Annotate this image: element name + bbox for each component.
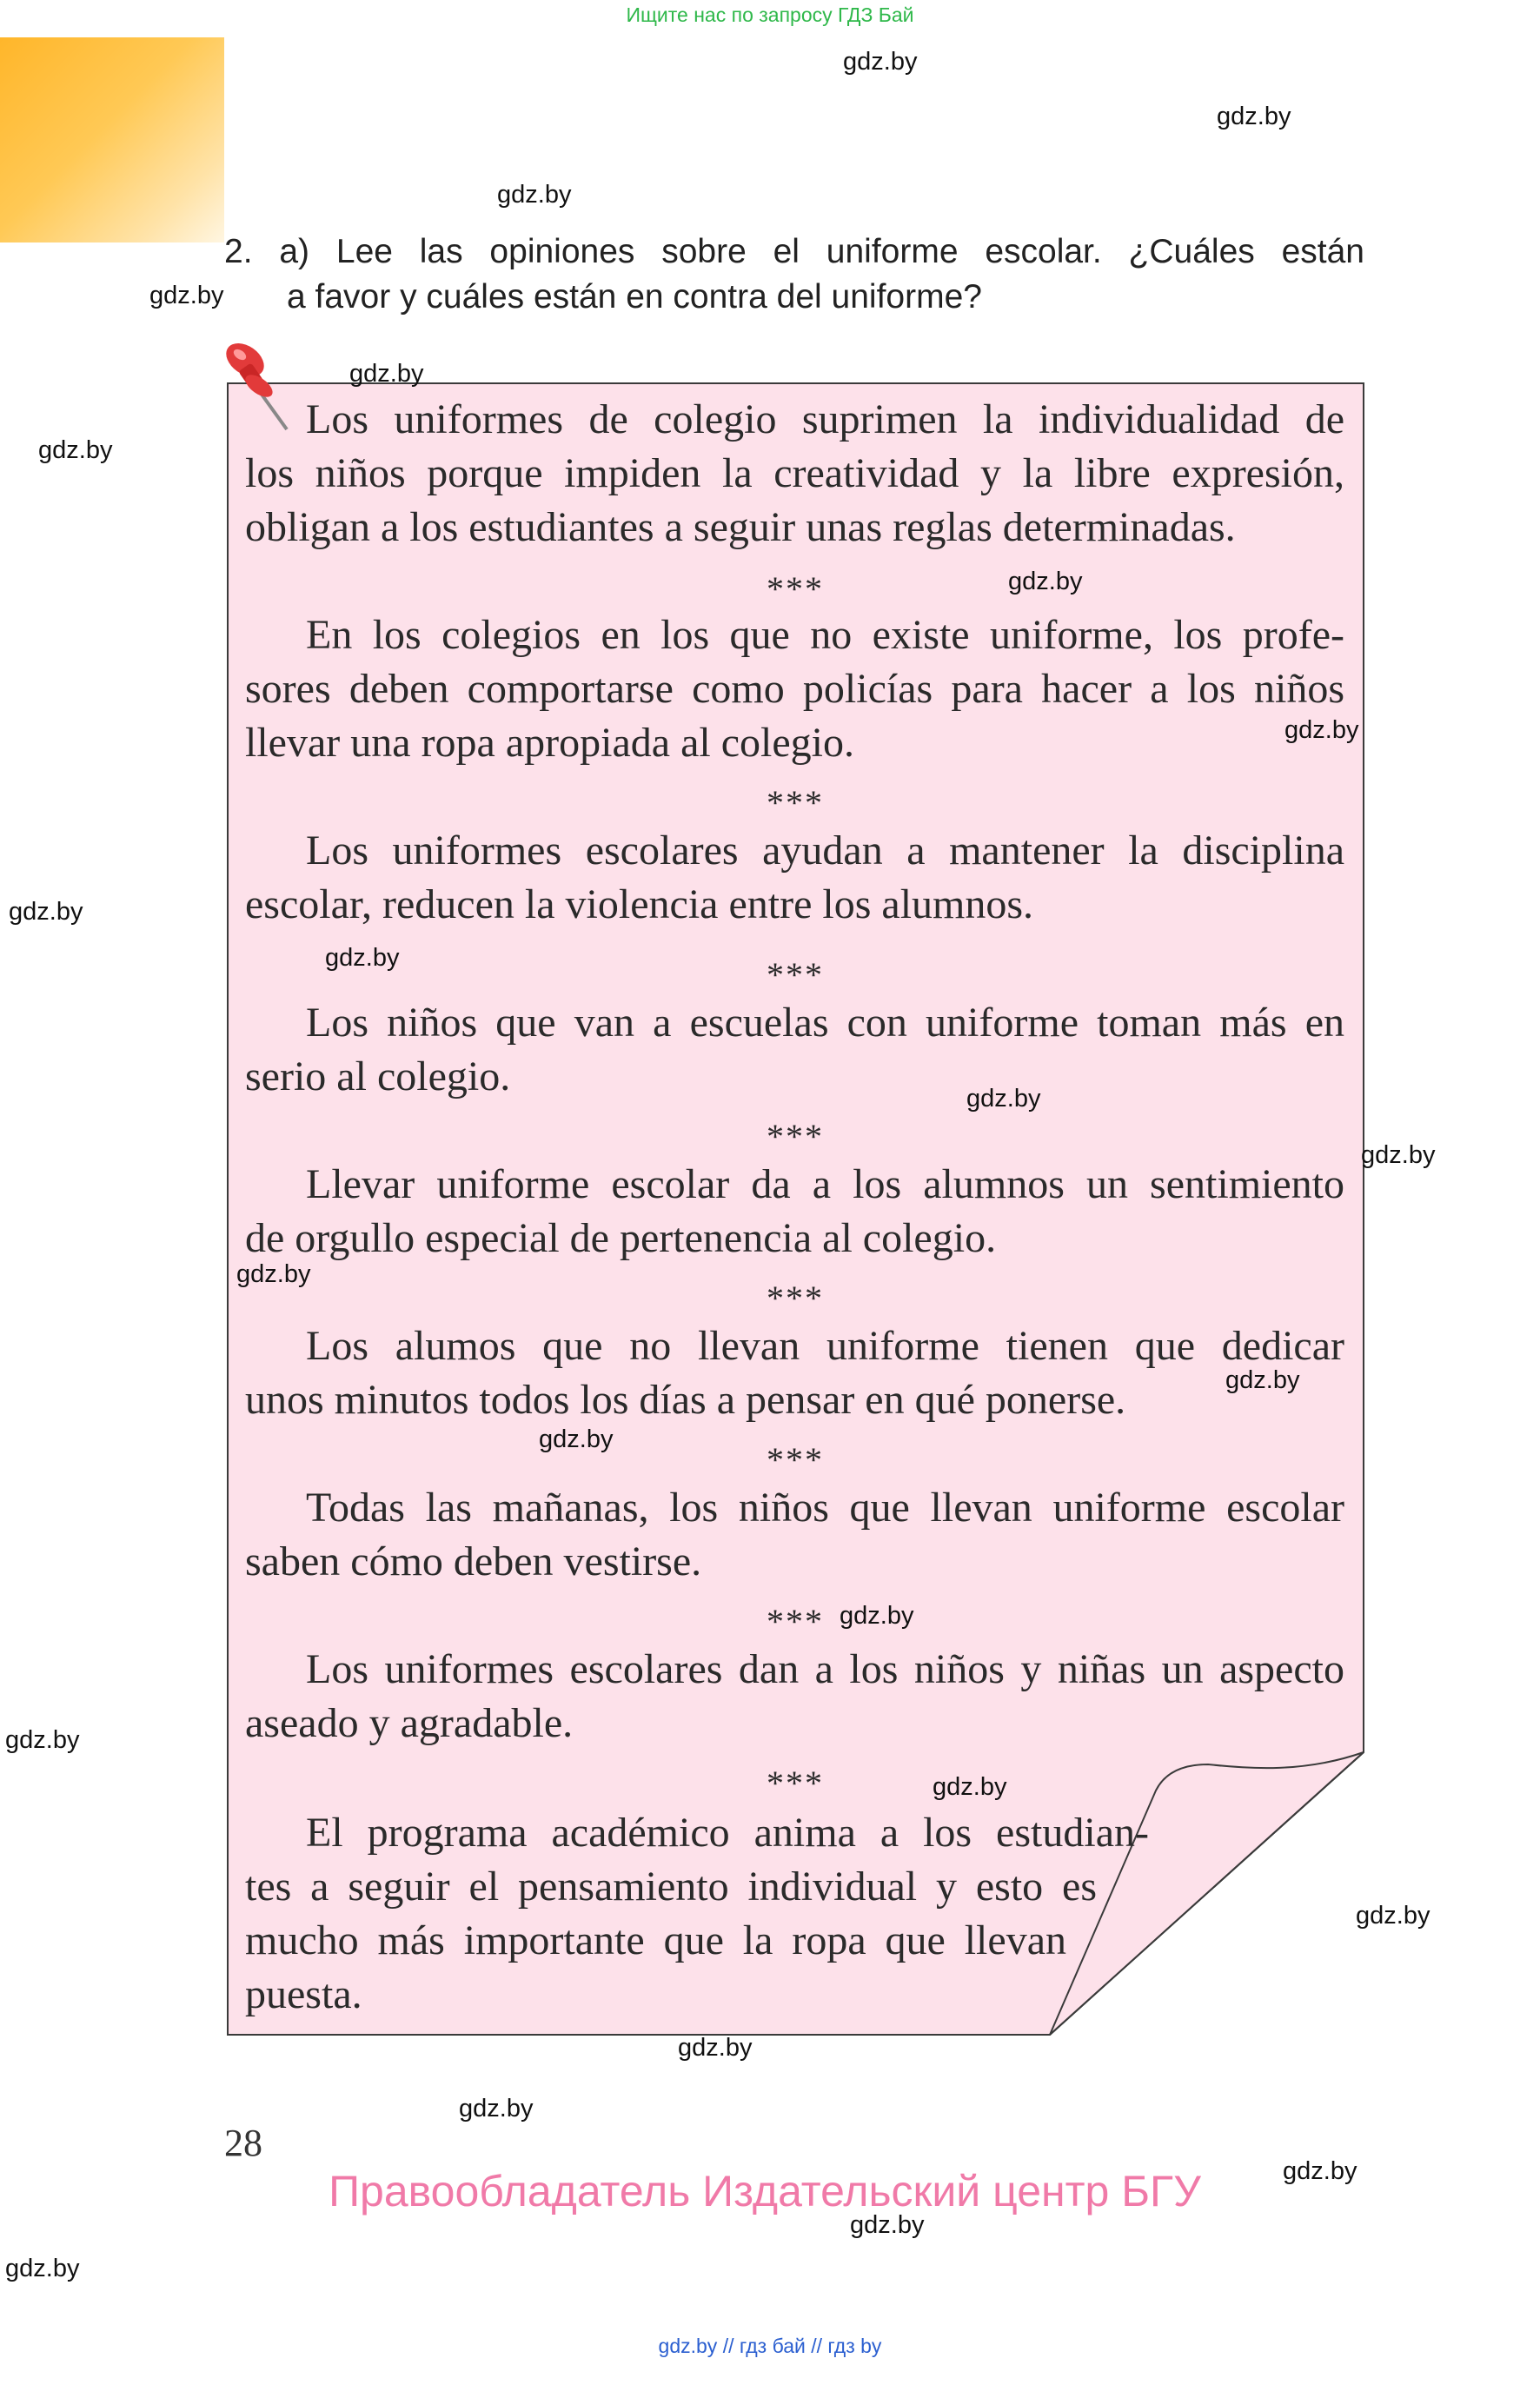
watermark[interactable]: gdz.by xyxy=(1284,716,1359,744)
watermark[interactable]: gdz.by xyxy=(1225,1366,1300,1394)
watermark[interactable]: gdz.by xyxy=(933,1773,1007,1801)
footer-links[interactable]: gdz.by // гдз бай // гдз by xyxy=(658,2335,882,2357)
task-text-1: Lee las opiniones sobre el uniforme escolar. ¿Cuáles están xyxy=(335,233,1364,270)
search-hint[interactable]: Ищите нас по запросу ГДЗ Бай xyxy=(626,3,914,26)
separator: *** xyxy=(767,783,824,822)
separator: *** xyxy=(767,569,824,608)
separator: *** xyxy=(767,1279,824,1318)
watermark[interactable]: gdz.by xyxy=(850,2211,925,2239)
opinion-4: Los niños que van a escuelas con uniforme toman más en serio al colegio. xyxy=(245,1000,1344,1099)
watermark[interactable]: gdz.by xyxy=(38,436,113,464)
watermark[interactable]: gdz.by xyxy=(236,1260,311,1288)
opinion-8: Los uniformes escolares dan a los niños y niñas un aspecto aseado y agradable. xyxy=(245,1646,1344,1746)
task-text-2: a favor y cuáles están en contra del uniforme? xyxy=(287,278,982,316)
watermark[interactable]: gdz.by xyxy=(1217,103,1291,130)
watermark[interactable]: gdz.by xyxy=(843,48,918,76)
opinion-6: Los alumos que no llevan uniforme tienen que dedicar unos minutos todos los días a pensar en qué ponerse. xyxy=(245,1323,1344,1423)
task-number: 2. xyxy=(224,233,253,270)
separator: *** xyxy=(767,1117,824,1156)
opinion-3: Los uniformes escolares ayudan a mantener la disciplina escolar, reducen la violencia entre los alumnos. xyxy=(245,827,1344,927)
watermark[interactable]: gdz.by xyxy=(1356,1902,1430,1930)
separator: *** xyxy=(767,955,824,994)
separator: *** xyxy=(767,1440,824,1479)
watermark[interactable]: gdz.by xyxy=(1361,1141,1436,1169)
watermark[interactable]: gdz.by xyxy=(5,1726,80,1754)
watermark[interactable]: gdz.by xyxy=(539,1425,614,1453)
watermark[interactable]: gdz.by xyxy=(966,1085,1041,1113)
watermark[interactable]: gdz.by xyxy=(459,2095,534,2123)
page-number: 28 xyxy=(224,2122,262,2164)
watermark[interactable]: gdz.by xyxy=(325,944,400,972)
rights-holder: Правообладатель Издательский центр БГУ xyxy=(329,2167,1201,2216)
separator: *** xyxy=(767,1764,824,1803)
task-letter: a) xyxy=(279,233,310,270)
opinion-2: En los colegios en los que no existe uniforme, los profe- sores deben comportarse como policías para hacer a los niños llevar una ropa apropiada al colegio. xyxy=(245,612,1344,766)
watermark[interactable]: gdz.by xyxy=(9,898,83,926)
separator: *** xyxy=(767,1602,824,1641)
opinion-9: El programa académico anima a los estudian- tes a seguir el pensamiento individual y esto es mucho más importante que la ropa que llevan puesta. xyxy=(245,1810,1149,2017)
opinion-5: Llevar uniforme escolar da a los alumnos un sentimiento de orgullo especial de pertenencia al colegio. xyxy=(245,1161,1344,1261)
watermark[interactable]: gdz.by xyxy=(149,282,224,309)
watermark[interactable]: gdz.by xyxy=(1283,2157,1357,2185)
watermark[interactable]: gdz.by xyxy=(497,181,572,209)
watermark[interactable]: gdz.by xyxy=(678,2034,753,2062)
watermark[interactable]: gdz.by xyxy=(1008,568,1083,595)
watermark[interactable]: gdz.by xyxy=(840,1602,914,1630)
watermark[interactable]: gdz.by xyxy=(349,360,424,388)
opinion-1: Los uniformes de colegio suprimen la individualidad de los niños porque impiden la creatividad y la libre expresión, obligan a los estudiantes a seguir unas reglas determinadas. xyxy=(245,396,1344,550)
watermark[interactable]: gdz.by xyxy=(5,2255,80,2282)
opinion-7: Todas las mañanas, los niños que llevan uniforme escolar saben cómo deben vestirse. xyxy=(245,1485,1344,1584)
